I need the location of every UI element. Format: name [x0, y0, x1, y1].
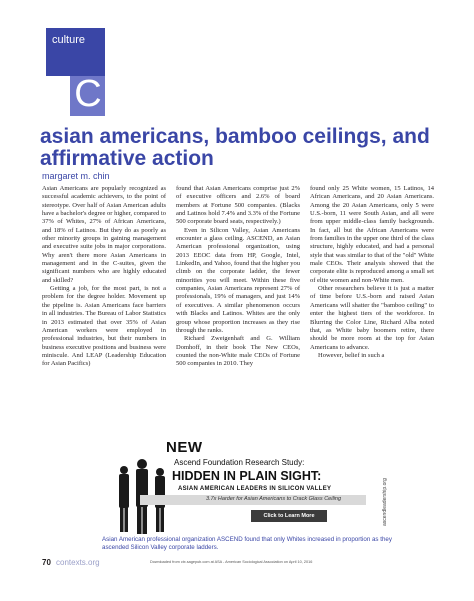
- paragraph: Other researchers believe it is just a matter of time before U.S.-born and raised Asian Americans will shatter the "bamboo ceiling" to enter the highest tiers of the workforce. In Blurring the Color Line, Richard Alba noted that, as White baby boomers retire, there should be more room at the top for Asian Americans to advance.: [310, 285, 434, 351]
- article-title: [40, 126, 440, 170]
- site-url[interactable]: contexts.org: [56, 558, 100, 567]
- author-byline: margaret m. chin: [42, 171, 110, 181]
- paragraph: Even in Silicon Valley, Asian Americans encounter a glass ceiling. ASCEND, an Asian American professional organization, using 2013 EEOC data from HP, Google, Intel, LinkedIn, and Yahoo, found that the higher you climb on the corporate ladder, the fewer minorities you will meet. Within these five companies, Asian Americans represent 27% of professionals, 19% of managers, and just 14% of executives. A similar phenomenon occurs with Blacks and Latinos. Whites are the only group whose proportion increases as they rise through the ranks.: [176, 226, 300, 334]
- paragraph: Getting a job, for the most part, is not a problem for the degree holder. Movement up the pipeline is. Asian Americans face barriers in all industries. The Bureau of Labor Statistics in 2013 estimated that over 35% of Asian American workers were employed in professional industries, but their numbers in business executive positions and business were miniscule. And LEAP (Leadership Education for Asian Pacifics): [42, 285, 166, 368]
- title-line: asian americans, bamboo ceilings, and: [40, 125, 430, 148]
- text-column-1: [42, 185, 166, 369]
- text-column-2: [176, 185, 300, 369]
- section-label: culture: [52, 34, 86, 46]
- learn-more-button[interactable]: Click to Learn More: [251, 510, 327, 522]
- ad-side-credit: [380, 468, 390, 528]
- text-column-3: [310, 185, 434, 360]
- page-number: 70: [42, 558, 51, 567]
- ad-study-label: Ascend Foundation Research Study:: [174, 458, 305, 467]
- ad-new-label: NEW: [166, 439, 203, 456]
- paragraph: found that Asian Americans comprise just 2% of executive officers and 2.6% of board members at Fortune 500 companies. (Blacks and Latinos hold 7.4% and 3.3% of the Fortune 500 corporate board seats, respectively.): [176, 185, 300, 226]
- ad-headline: HIDDEN IN PLAIN SIGHT:: [172, 469, 322, 483]
- paragraph: However, belief in such a: [318, 351, 385, 359]
- page-top: [0, 0, 474, 28]
- ad-subheadline: ASIAN AMERICAN LEADERS IN SILICON VALLEY: [178, 486, 332, 492]
- download-notice: Downloaded from ctx.sagepub.com at ASA - American Sociological Association on April 10, 2016: [150, 560, 313, 564]
- ad-banner-text: 3.7x Harder for Asian Americans to Crack Glass Ceiling: [206, 496, 342, 502]
- ad-caption: Asian American professional organization ASCEND found that only Whites increased in proportion as they ascended Silicon Valley corporate ladders.: [102, 536, 392, 551]
- paragraph: Asian Americans are popularly recognized as successful academic achievers, to the point of stereotype. Over half of Asian American adults have a bachelor's degree or higher, compared to 37% of Whites, 27% of African Americans, and 18% of Latinos. But they do as poorly as other minority groups in gaining management and executive suite jobs in major corporations. Why aren't there more Asian Americans in management and in the C-suites, given the significant numbers who are highly educated and skilled?: [42, 185, 166, 284]
- section-initial: C: [74, 73, 102, 115]
- paragraph: found only 25 White women, 15 Latinos, 14 African Americans, and 20 Asian Americans. Among the 20 Asian Americans, only 5 were U.S.-born, 11 were South Asian, and all were from upper middle-class family backgrounds. In fact, all but the African Americans were from families in the upper one third of the class structure, highly educated, and had a personal style that was similar to that of the "old" White male CEOs. Their analysis showed that the corporate elite is reproduced among a small set of elite women and non-White men.: [310, 185, 434, 284]
- ad-side-text: ascendleadership.org: [382, 478, 388, 526]
- title-line: affirmative action: [40, 147, 214, 170]
- paragraph: Richard Zweigenhaft and G. William Domhoff, in their book The New CEOs, counted the non-White male CEOs of Fortune 500 companies in 2010. They: [176, 335, 300, 368]
